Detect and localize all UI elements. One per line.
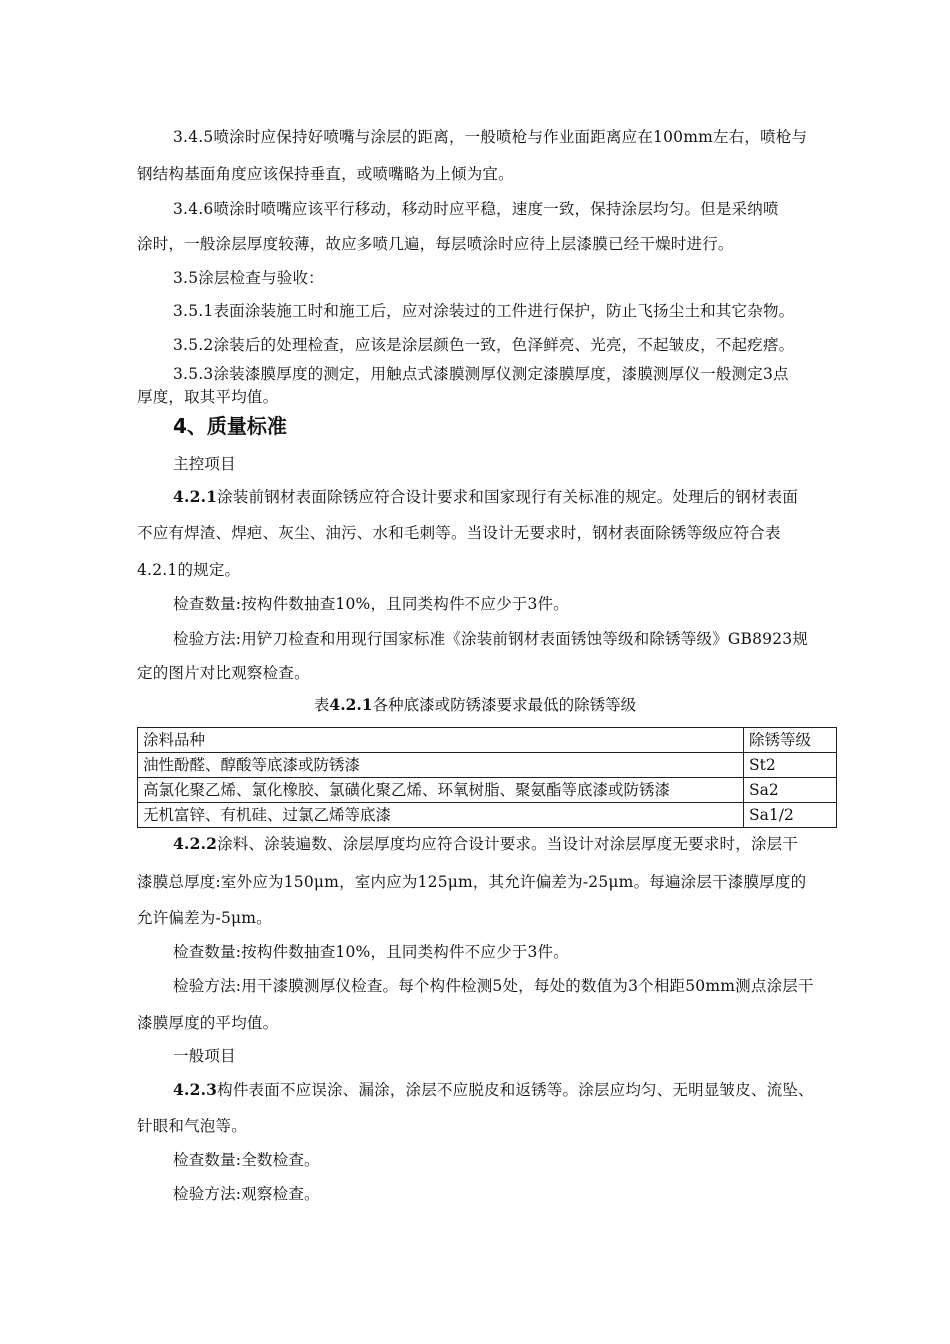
section-35-title: 3.5涂层检查与验收： bbox=[173, 269, 324, 287]
table-cell-coating: 高氯化聚乙烯、氯化橡胶、氯磺化聚乙烯、环氧树脂、聚氨酯等底漆或防锈漆 bbox=[138, 778, 744, 803]
section-heading-4: 4、质量标准 bbox=[173, 414, 287, 438]
item-421-number: 4.2.1 bbox=[173, 487, 218, 506]
item-422-quantity: 检查数量:按构件数抽查10%，且同类构件不应少于3件。 bbox=[173, 943, 569, 961]
item-422-method-line2: 漆膜厚度的平均值。 bbox=[137, 1014, 279, 1032]
main-items-label: 主控项目 bbox=[173, 455, 236, 473]
para-351: 3.5.1表面涂装施工时和施工后，应对涂装过的工件进行保护，防止飞扬尘土和其它杂物。 bbox=[173, 302, 795, 320]
table-421-caption bbox=[0, 695, 950, 715]
table-row bbox=[138, 778, 837, 803]
para-353-line2: 厚度，取其平均值。 bbox=[137, 388, 279, 406]
item-421-quantity: 检查数量:按构件数抽查10%，且同类构件不应少于3件。 bbox=[173, 595, 569, 613]
item-421-method-line1: 检验方法:用铲刀检查和用现行国家标准《涂装前钢材表面锈蚀等级和除锈等级》GB8923规 bbox=[173, 630, 809, 648]
table-caption-text: 各种底漆或防锈漆要求最低的除锈等级 bbox=[372, 696, 637, 714]
general-items-label: 一般项目 bbox=[173, 1047, 236, 1065]
item-421-method-line2: 定的图片对比观察检查。 bbox=[137, 664, 310, 682]
item-423-line1 bbox=[173, 1080, 814, 1100]
item-423-number: 4.2.3 bbox=[173, 1080, 218, 1099]
item-423-text1: 构件表面不应误涂、漏涂，涂层不应脱皮和返锈等。涂层应均匀、无明显皱皮、流坠、 bbox=[217, 1081, 814, 1099]
item-421-line3: 4.2.1的规定。 bbox=[137, 561, 241, 579]
item-423-method: 检验方法:观察检查。 bbox=[173, 1185, 320, 1203]
para-346-line1: 3.4.6喷涂时喷嘴应该平行移动，移动时应平稳，速度一致，保持涂层均匀。但是采纳喷 bbox=[173, 200, 779, 218]
table-caption-number: 4.2.1 bbox=[329, 695, 373, 714]
item-422-number: 4.2.2 bbox=[173, 834, 218, 853]
item-422-line2: 漆膜总厚度:室外应为150μm，室内应为125μm，其允许偏差为-25μm。每遍涂层干漆膜厚度的 bbox=[137, 873, 807, 891]
table-header-cell: 涂料品种 bbox=[138, 728, 744, 753]
item-423-quantity: 检查数量:全数检查。 bbox=[173, 1151, 320, 1169]
para-353-line1: 3.5.3涂装漆膜厚度的测定，用触点式漆膜测厚仪测定漆膜厚度，漆膜测厚仪一般测定3点 bbox=[173, 365, 789, 383]
table-cell-grade: Sa2 bbox=[744, 778, 837, 803]
para-345-line2: 钢结构基面角度应该保持垂直，或喷嘴略为上倾为宜。 bbox=[137, 165, 514, 183]
para-346-line2: 涂时，一般涂层厚度较薄，故应多喷几遍，每层喷涂时应待上层漆膜已经干燥时进行。 bbox=[137, 235, 734, 253]
table-cell-coating: 油性酚醛、醇酸等底漆或防锈漆 bbox=[138, 753, 744, 778]
table-header-cell: 除锈等级 bbox=[744, 728, 837, 753]
item-422-line3: 允许偏差为-5μm。 bbox=[137, 909, 272, 927]
table-row bbox=[138, 803, 837, 828]
item-421-line2: 不应有焊渣、焊疤、灰尘、油污、水和毛刺等。当设计无要求时，钢材表面除锈等级应符合表 bbox=[137, 524, 781, 542]
item-422-method-line1: 检验方法:用干漆膜测厚仪检查。每个构件检测5处，每处的数值为3个相距50mm测点涂层干 bbox=[173, 977, 814, 995]
rust-grade-table bbox=[137, 727, 837, 828]
item-421-text1: 涂装前钢材表面除锈应符合设计要求和国家现行有关标准的规定。处理后的钢材表面 bbox=[217, 488, 799, 506]
table-cell-coating: 无机富锌、有机硅、过氯乙烯等底漆 bbox=[138, 803, 744, 828]
para-345-line1: 3.4.5喷涂时应保持好喷嘴与涂层的距离，一般喷枪与作业面距离应在100mm左右，喷枪与 bbox=[173, 128, 808, 146]
item-423-line2: 针眼和气泡等。 bbox=[137, 1117, 247, 1135]
table-row bbox=[138, 753, 837, 778]
table-cell-grade: Sa1/2 bbox=[744, 803, 837, 828]
table-caption-prefix: 表 bbox=[313, 696, 330, 714]
table-header-row bbox=[138, 728, 837, 753]
item-422-line1 bbox=[173, 834, 798, 854]
table-cell-grade: St2 bbox=[744, 753, 837, 778]
item-422-text1: 涂料、涂装遍数、涂层厚度均应符合设计要求。当设计对涂层厚度无要求时，涂层干 bbox=[217, 835, 799, 853]
item-421-line1 bbox=[173, 487, 798, 507]
para-352: 3.5.2涂装后的处理检查，应该是涂层颜色一致，色泽鲜亮、光亮，不起皱皮，不起疙瘩。 bbox=[173, 336, 795, 354]
